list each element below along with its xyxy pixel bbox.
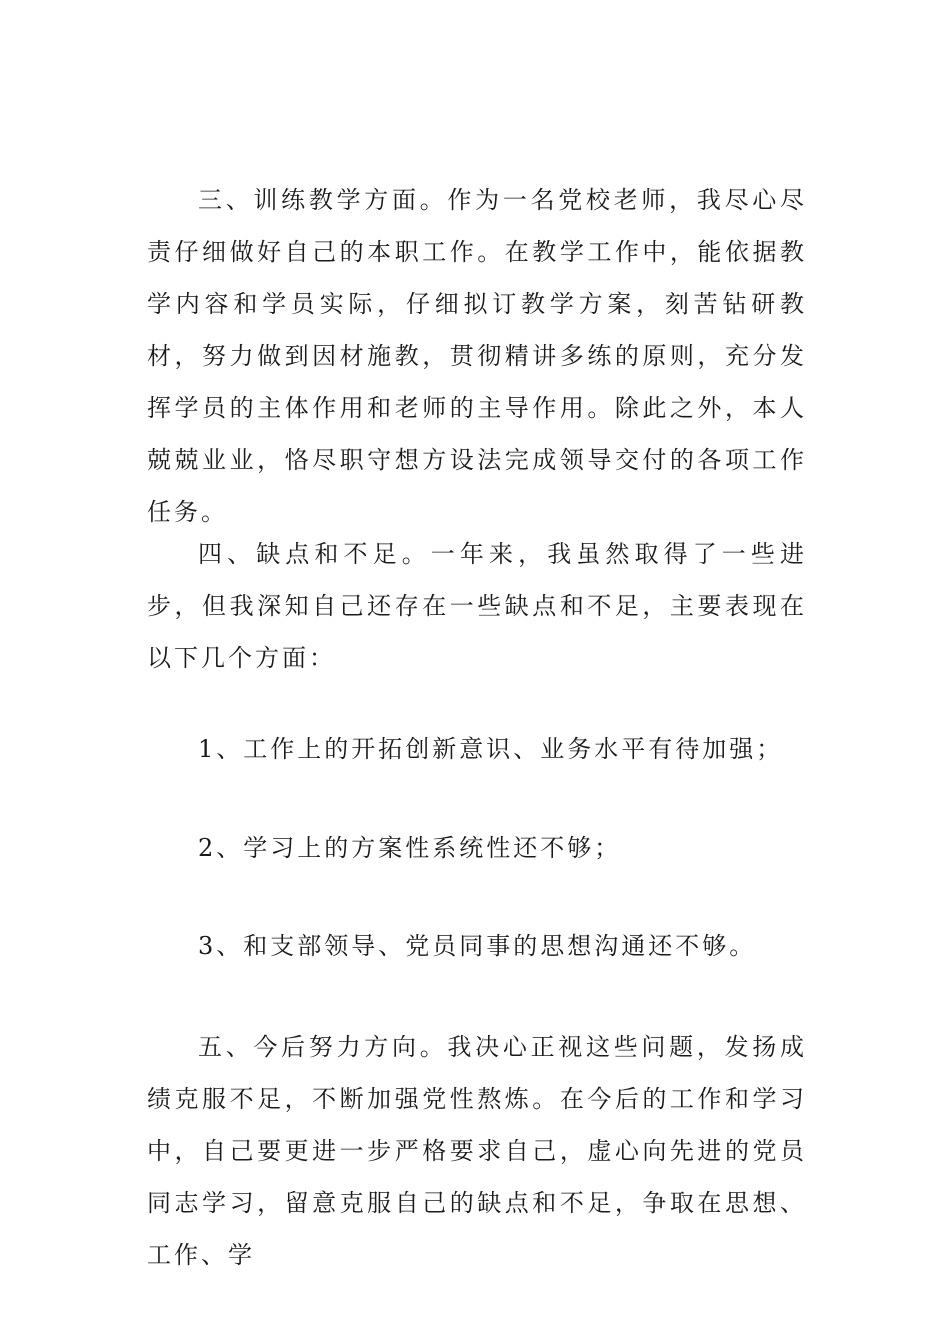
list-item-shortcoming-2: 2、学习上的方案性系统性还不够； [198,834,622,862]
list-item-shortcoming-1: 1、工作上的开拓创新意识、业务水平有待加强； [198,735,784,763]
paragraph-future-direction: 五、今后努力方向。我决心正视这些问题，发扬成绩克服不足，不断加强党性熬炼。在今后的工作和学习中，自己要更进一步严格要求自己，虚心向先进的党员同志学习，留意克服自己的缺点和不足，争取在思想、工作、学 [147,1033,807,1269]
list-item-shortcoming-3: 3、和支部领导、党员同事的思想沟通还不够。 [198,932,757,960]
paragraph-teaching: 三、训练教学方面。作为一名党校老师，我尽心尽责仔细做好自己的本职工作。在教学工作中，能依据教学内容和学员实际，仔细拟订教学方案，刻苦钻研教材，努力做到因材施教，贯彻精讲多练的原则，充分发挥学员的主体作用和老师的主导作用。除此之外，本人兢兢业业，恪尽职守想方设法完成领导交付的各项工作任务。 [147,186,807,526]
paragraph-shortcomings: 四、缺点和不足。一年来，我虽然取得了一些进步，但我深知自己还存在一些缺点和不足，主要表现在以下几个方面： [147,540,807,672]
